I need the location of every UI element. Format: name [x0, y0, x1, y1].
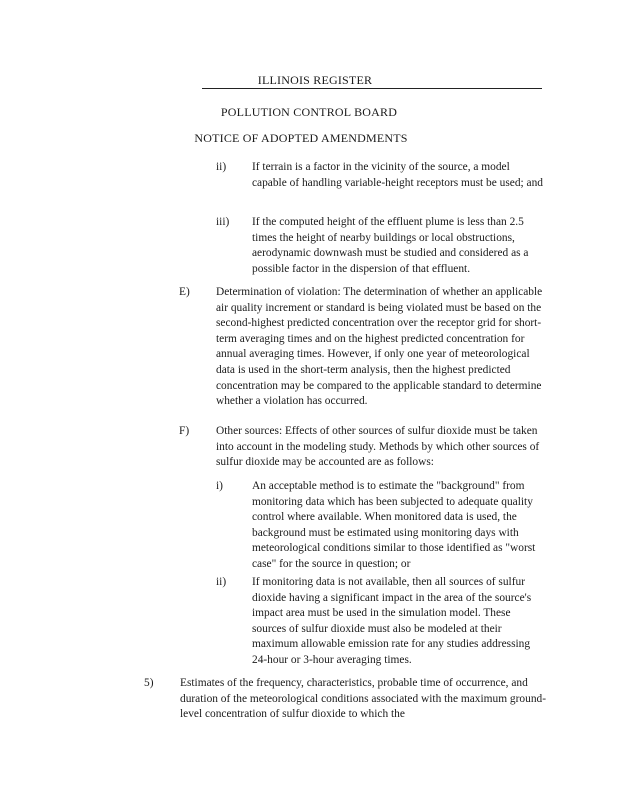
item-text: Estimates of the frequency, characteristics, probable time of occurrence, and duration of the meteorological conditions associated with the maximum ground-level concentration of sulfur dioxide to which the	[180, 677, 546, 721]
clause-text: If monitoring data is not available, then all sources of sulfur dioxide having a significant impact in the area of the source's impact area must be used in the simulation model. These sources of sulfur dioxide must also be modeled at their maximum allowable emission rate for any studies addressing 24-hour or 3-hour averaging times.	[252, 576, 532, 666]
item-label: 5)	[144, 677, 154, 689]
clause-label: ii)	[216, 576, 227, 588]
register-title: ILLINOIS REGISTER	[257, 73, 373, 87]
clause-label: i)	[216, 480, 223, 492]
board-title: POLLUTION CONTROL BOARD	[220, 105, 398, 119]
section-text: Other sources: Effects of other sources of sulfur dioxide must be taken into account in the modeling study. Methods by which other sources of sulfur dioxide may be accounted are as follows:	[216, 425, 540, 469]
clause-text: If the computed height of the effluent plume is less than 2.5 times the height of nearby buildings or local obstructions, aerodynamic downwash must be studied and considered as a possible factor in the dispersion of that effluent.	[252, 216, 529, 275]
section-text: Determination of violation: The determination of whether an applicable air quality increment or standard is being violated must be based on the second-highest predicted concentration over the receptor grid for short-term averaging times and on the highest predicted concentration for annual averaging times. However, if only one year of meteorological data is used in the short-term analysis, then the highest predicted concentration may be compared to the applicable standard to determine whether a violation has occurred.	[216, 286, 543, 408]
section-label: E)	[179, 286, 190, 298]
notice-title: NOTICE OF ADOPTED AMENDMENTS	[194, 131, 408, 145]
section-label: F)	[179, 425, 190, 437]
header-rule	[202, 88, 542, 89]
clause-label: ii)	[216, 161, 227, 173]
clause-text: If terrain is a factor in the vicinity of the source, a model capable of handling variable-height receptors must be used; and	[252, 161, 543, 189]
clause-label: iii)	[216, 216, 230, 228]
clause-text: An acceptable method is to estimate the "background" from monitoring data which has been subjected to adequate quality control where available. When monitored data is used, the background must be estimated using monitoring days with meteorological conditions similar to those identified as "worst case" for the source in question; or	[252, 480, 536, 570]
